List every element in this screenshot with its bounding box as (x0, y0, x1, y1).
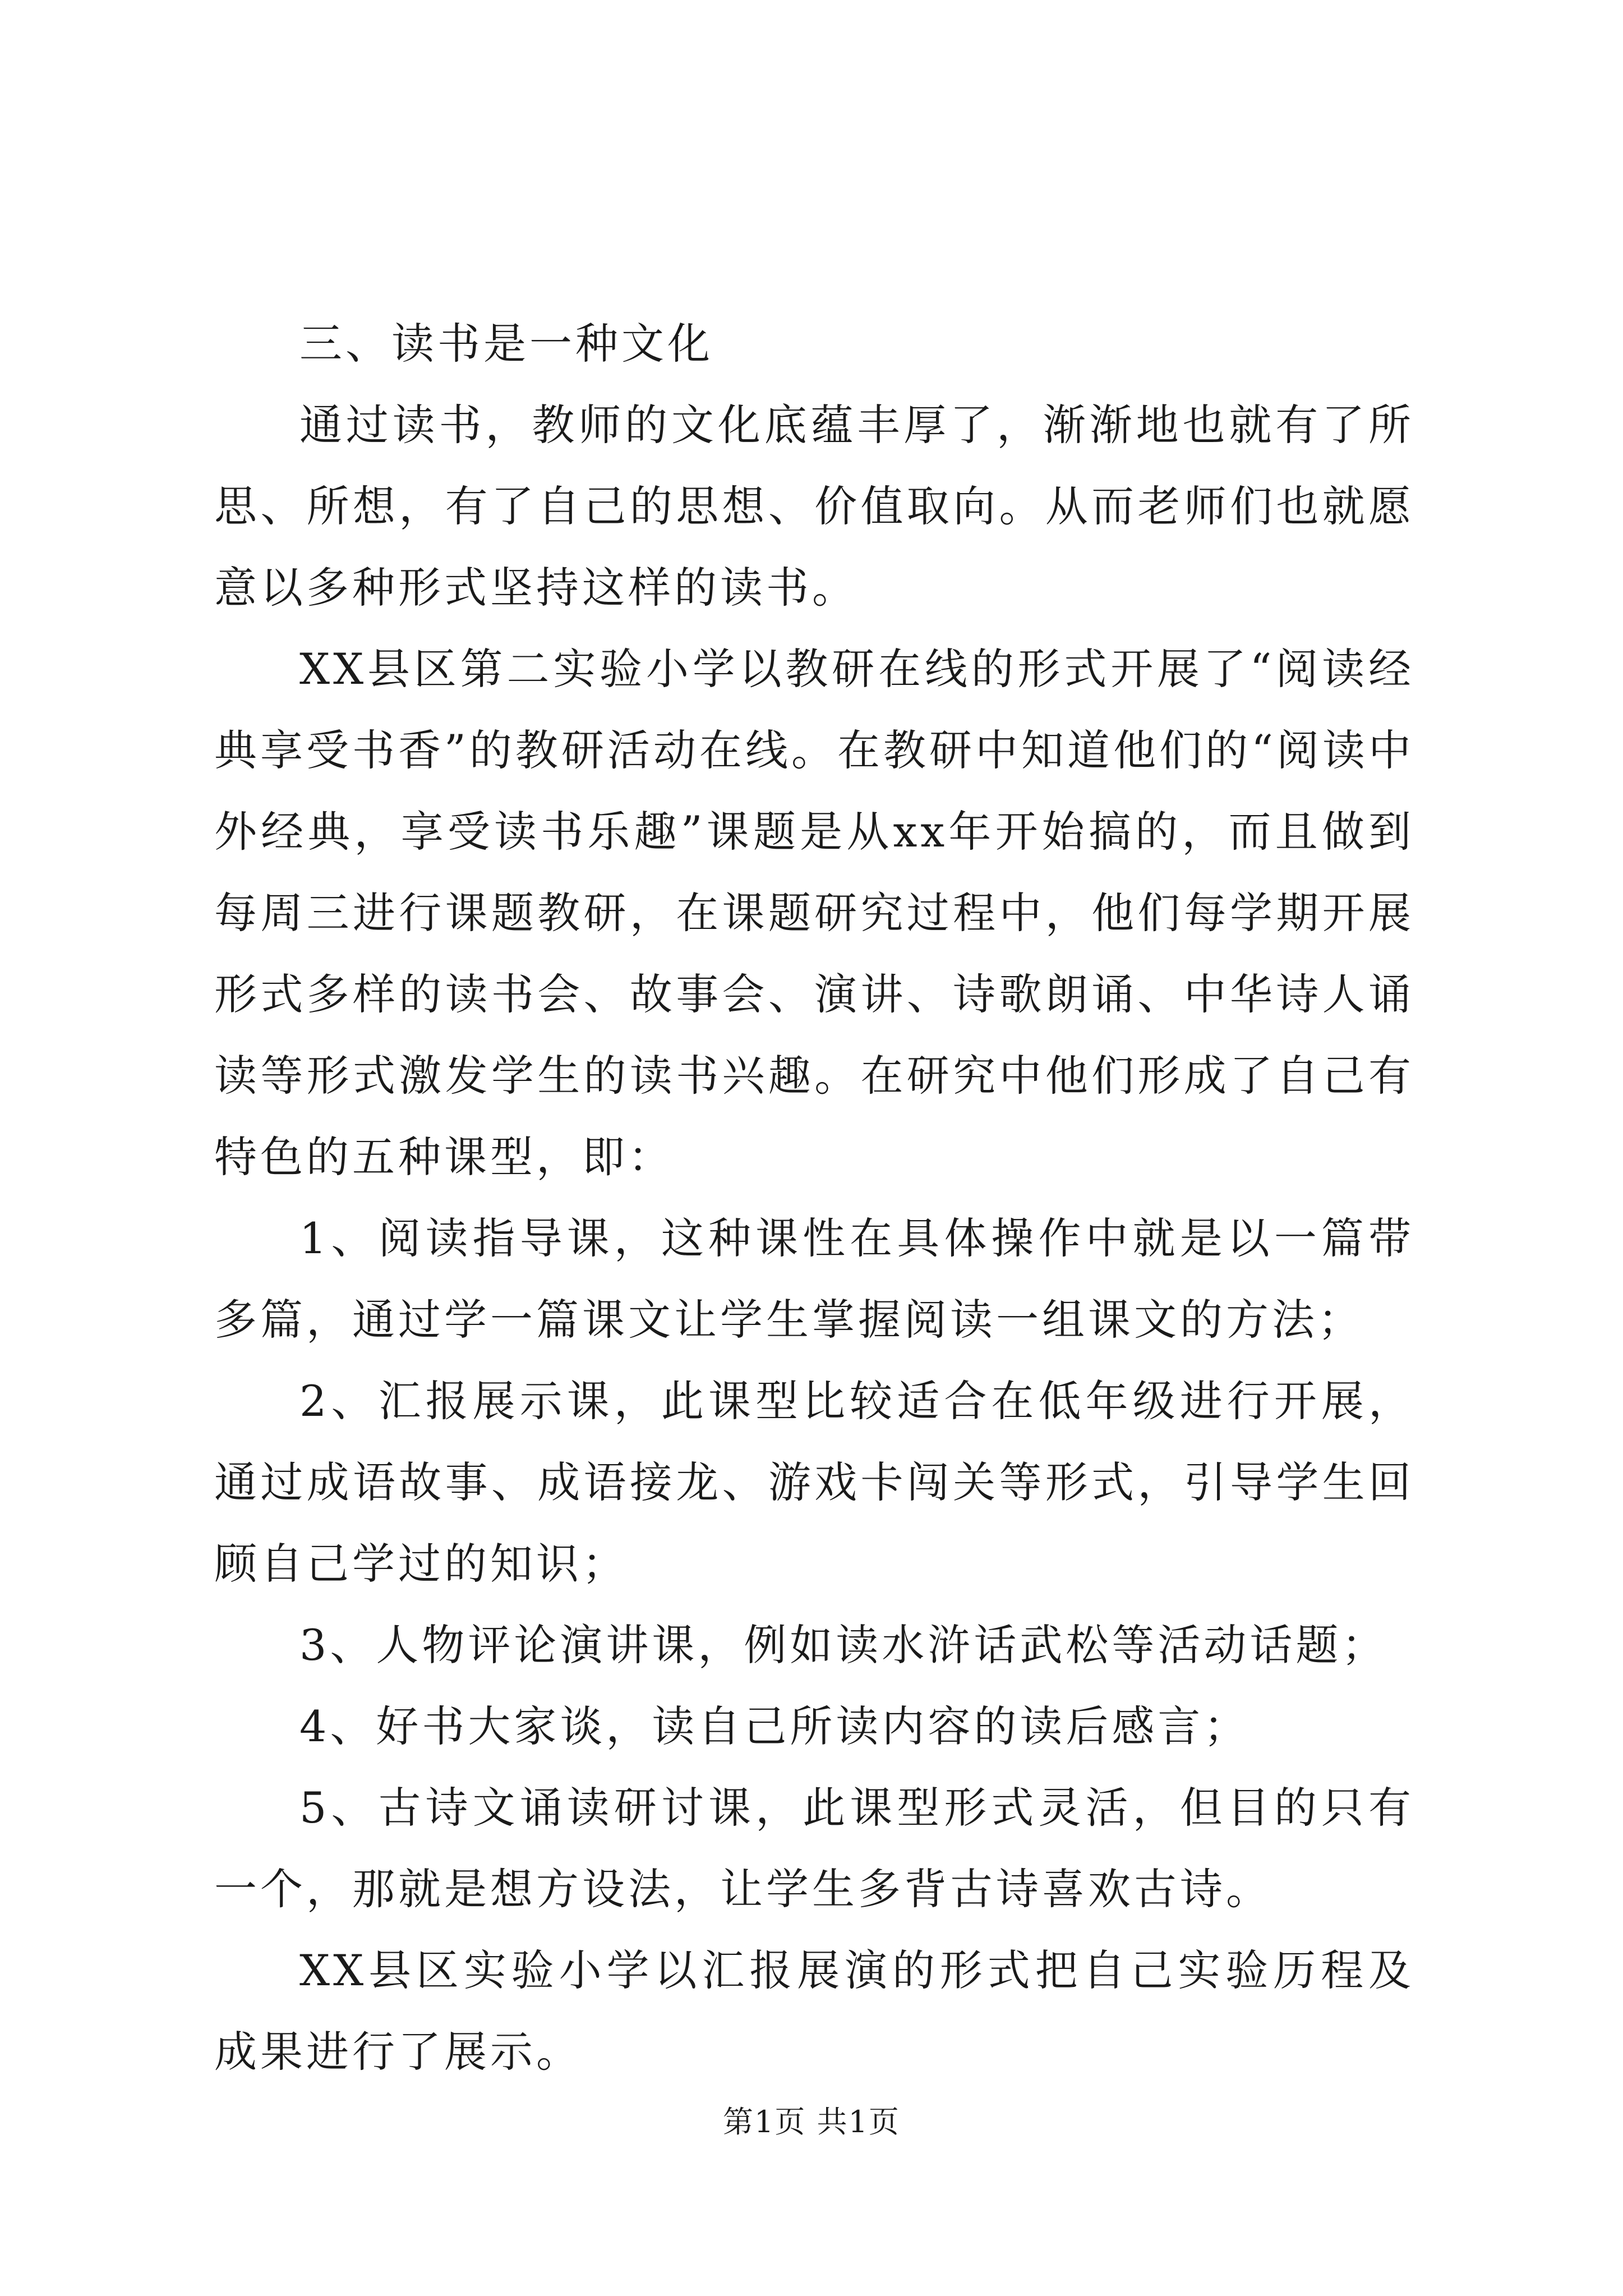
section-heading: 三、读书是一种文化 (299, 319, 713, 369)
paragraph: XX县区第二实验小学以教研在线的形式开展了“阅读经典享受书香”的教研活动在线。在教研中知道他们的“阅读中外经典，享受读书乐趣”课题是从xx年开始搞的，而且做到每周三进行课题教研，在课题研究过程中，他们每学期开展形式多样的读书会、故事会、演讲、诗歌朗诵、中华诗人诵读等形式激发学生的读书兴趣。在研究中他们形成了自己有特色的五种课型，即： (214, 644, 1414, 1182)
list-item: 3、人物评论演讲课，例如读水浒话武松等活动话题； (299, 1620, 1388, 1670)
list-item: 5、古诗文诵读研讨课，此课型形式灵活，但目的只有一个，那就是想方设法，让学生多背古诗喜欢古诗。 (214, 1783, 1414, 1914)
paragraph: XX县区实验小学以汇报展演的形式把自己实验历程及成果进行了展示。 (214, 1945, 1414, 2077)
paragraph: 通过读书，教师的文化底蕴丰厚了，渐渐地也就有了所思、所想，有了自己的思想、价值取向。从而老师们也就愿意以多种形式坚持这样的读书。 (214, 400, 1414, 613)
list-item: 1、阅读指导课，这种课性在具体操作中就是以一篇带多篇，通过学一篇课文让学生掌握阅读一组课文的方法； (214, 1213, 1414, 1345)
document-body (214, 303, 1414, 2092)
page-number-footer: 第1页 共1页 (723, 2104, 900, 2139)
list-item: 4、好书大家谈，读自己所读内容的读后感言； (299, 1701, 1250, 1751)
list-item: 2、汇报展示课，此课型比较适合在低年级进行开展，通过成语故事、成语接龙、游戏卡闯关等形式，引导学生回顾自己学过的知识； (214, 1376, 1414, 1589)
